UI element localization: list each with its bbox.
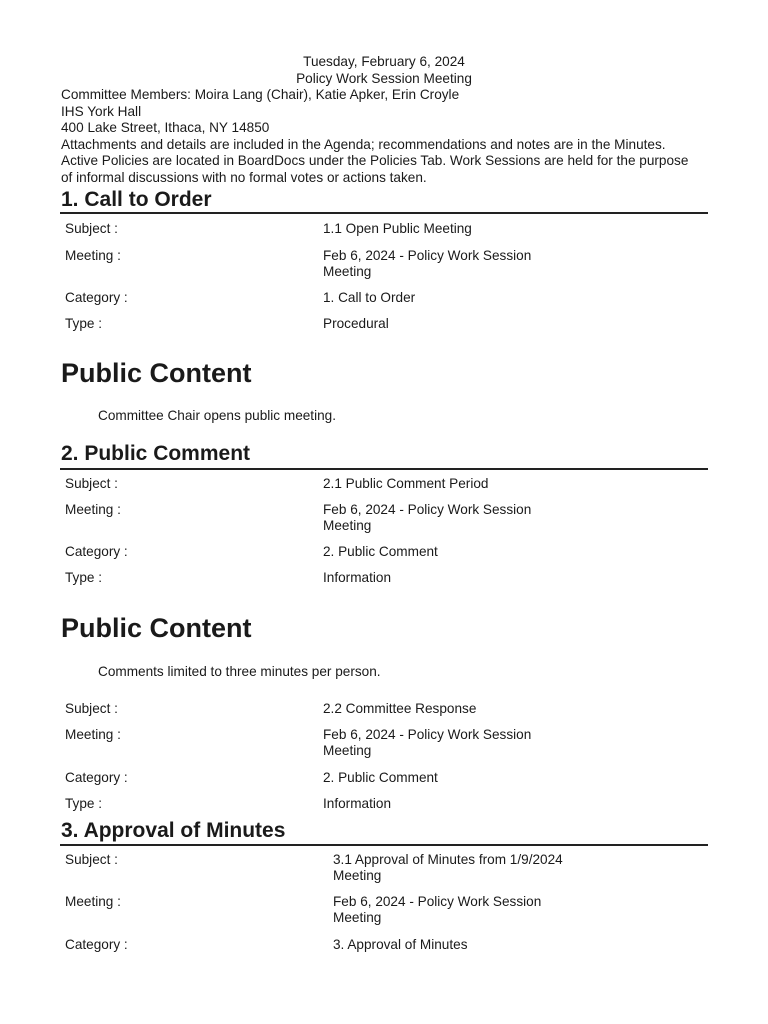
public-content-text: Committee Chair opens public meeting. xyxy=(98,408,337,423)
type-value: Information xyxy=(323,570,392,585)
subject-label: Subject : xyxy=(65,221,118,236)
category-value: 2. Public Comment xyxy=(323,544,438,559)
type-value: Information xyxy=(323,796,392,811)
location-address: 400 Lake Street, Ithaca, NY 14850 xyxy=(61,120,270,135)
meeting-title: Policy Work Session Meeting xyxy=(296,70,472,86)
type-value: Procedural xyxy=(323,316,389,331)
meeting-date: Tuesday, February 6, 2024 xyxy=(303,54,465,69)
category-label: Category : xyxy=(65,937,128,952)
committee-members: Committee Members: Moira Lang (Chair), Katie Apker, Erin Croyle xyxy=(61,87,460,102)
category-value: 3. Approval of Minutes xyxy=(333,937,468,952)
agenda-note-line-2: Active Policies are located in BoardDocs under the Policies Tab. Work Sessions are held for the purpose xyxy=(61,153,689,168)
section-title-call-to-order: 1. Call to Order xyxy=(61,188,212,211)
subject-value: 1.1 Open Public Meeting xyxy=(323,221,472,236)
subject-value: 3.1 Approval of Minutes from 1/9/2024 xyxy=(333,852,563,867)
section-title-approval-of-minutes: 3. Approval of Minutes xyxy=(61,819,286,842)
meeting-value-cont: Meeting xyxy=(323,743,372,758)
meeting-value: Feb 6, 2024 - Policy Work Session xyxy=(323,502,532,517)
subject-value: 2.2 Committee Response xyxy=(323,701,477,716)
meeting-value-cont: Meeting xyxy=(323,518,372,533)
category-label: Category : xyxy=(65,544,128,559)
meeting-value: Feb 6, 2024 - Policy Work Session xyxy=(333,894,542,909)
meeting-label: Meeting : xyxy=(65,502,121,517)
section-divider xyxy=(60,844,708,846)
agenda-note-line-1: Attachments and details are included in the Agenda; recommendations and notes are in the Minutes. xyxy=(61,136,666,152)
meeting-value-cont: Meeting xyxy=(333,910,382,925)
type-label: Type : xyxy=(65,796,103,811)
category-label: Category : xyxy=(65,770,128,785)
meeting-value: Feb 6, 2024 - Policy Work Session xyxy=(323,248,532,263)
type-label: Type : xyxy=(65,316,103,331)
location-building: IHS York Hall xyxy=(61,103,142,119)
subject-label: Subject : xyxy=(65,852,118,867)
section-title-public-comment: 2. Public Comment xyxy=(61,442,251,465)
public-content-text: Comments limited to three minutes per person. xyxy=(98,664,381,679)
type-label: Type : xyxy=(65,570,103,585)
meeting-value-cont: Meeting xyxy=(323,264,372,279)
meeting-label: Meeting : xyxy=(65,248,121,263)
subject-label: Subject : xyxy=(65,701,118,716)
meeting-label: Meeting : xyxy=(65,894,121,909)
meeting-label: Meeting : xyxy=(65,727,121,742)
category-value: 1. Call to Order xyxy=(323,290,416,305)
category-value: 2. Public Comment xyxy=(323,770,438,785)
subject-value-cont: Meeting xyxy=(333,868,382,883)
agenda-note-line-3: of informal discussions with no formal votes or actions taken. xyxy=(61,169,427,185)
public-content-heading: Public Content xyxy=(61,358,252,388)
public-content-heading: Public Content xyxy=(61,613,252,643)
category-label: Category : xyxy=(65,290,128,305)
meeting-value: Feb 6, 2024 - Policy Work Session xyxy=(323,727,532,742)
subject-label: Subject : xyxy=(65,476,118,491)
section-divider xyxy=(60,468,708,470)
section-divider xyxy=(60,212,708,214)
subject-value: 2.1 Public Comment Period xyxy=(323,476,489,491)
